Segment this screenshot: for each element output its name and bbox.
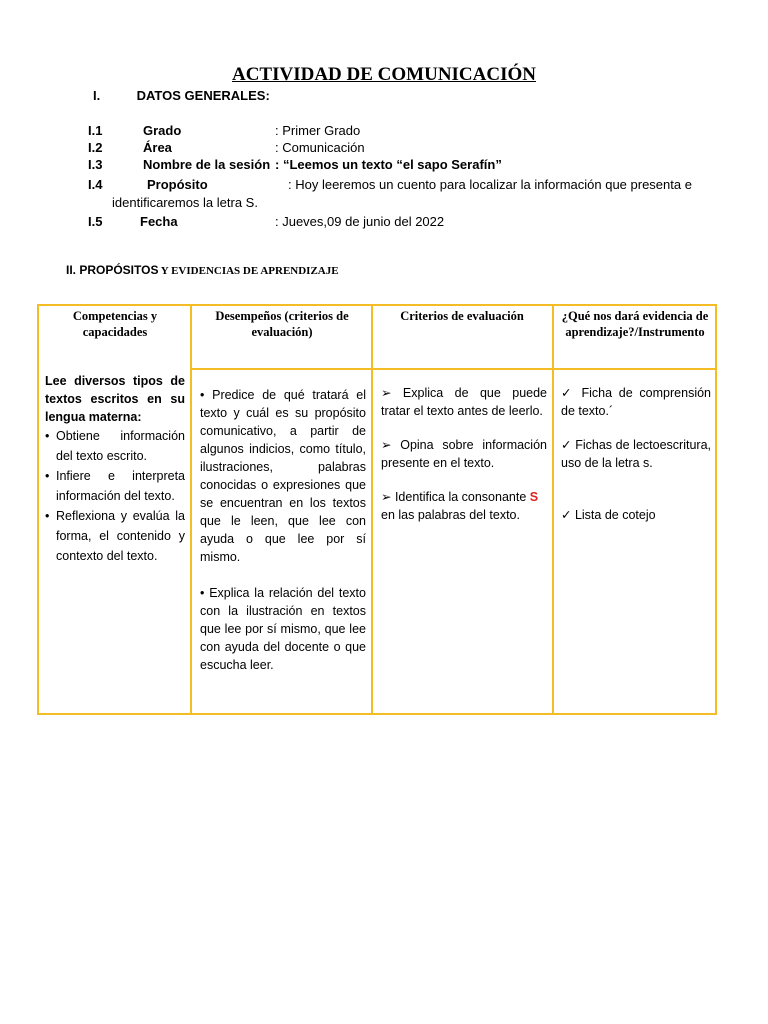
section-heading-rest: Y EVIDENCIAS DE APRENDIZAJE [158,265,339,277]
dato-number: I.2 [88,140,103,155]
evidencias-cell [561,384,711,524]
criterio-item: ➢ Opina sobre información presente en el texto. [381,438,547,470]
dato-value: : “Leemos un texto “el sapo Serafín” [275,157,502,172]
dato-value: : Hoy leeremos un cuento para localizar la información que presenta e [288,177,692,192]
header-competencias: Competencias y capacidades [72,309,158,339]
bullet-icon: • [200,586,210,600]
evidencia-item: ✓ Ficha de comprensión de texto.´ [561,386,711,418]
dato-label: Grado [143,123,182,138]
capacidad-item: • Reflexiona y evalúa la forma, el contenido y contexto del texto. [45,506,185,566]
table-header-divider [190,368,715,370]
page-title: ACTIVIDAD DE COMUNICACIÓN [231,64,536,85]
evidencia-item: ✓ Lista de cotejo [561,508,656,522]
header-evidencia: ¿Qué nos dará evidencia de aprendizaje?/Instrumento [561,309,709,339]
bullet-icon: • [45,509,50,523]
criterio-item: ➢ Explica de que puede tratar el texto antes de leerlo. [381,386,547,418]
desempeno-item: • Predice de qué tratará el texto y cuál es su propósito comunicativo, a partir de algunos indicios, como título, ilustraciones, palabras conocidas o expresiones que se encuentran en los textos que le leen, que lee con ayuda o que lee por sí mismo. [200,388,366,564]
section-number: I. [93,88,101,103]
criterio-item: ➢ Identifica la consonante S en las palabras del texto. [381,490,539,522]
bullet-icon: • [45,429,50,443]
dato-label: Nombre de la sesión [143,157,271,172]
section-datos-generales [93,88,270,103]
dato-value: : Jueves,09 de junio del 2022 [275,214,445,229]
capacidad-item: • Infiere e interpreta información del texto. [45,466,185,506]
arrow-bullet-icon: ➢ [381,386,403,400]
arrow-bullet-icon: ➢ [381,438,401,452]
bullet-icon: • [200,388,213,402]
dato-number: I.5 [88,214,103,229]
header-desempenos: Desempeños (criterios de evaluación) [215,309,349,339]
header-criterios: Criterios de evaluación [400,309,524,323]
competencia-title: Lee diversos tipos de textos escritos en su lengua materna: [45,374,185,424]
check-icon: ✓ [561,386,582,400]
proposito-continuation: identificaremos la letra S. [112,195,258,210]
desempenos-cell [200,386,366,674]
evidencia-item: ✓ Fichas de lectoescritura, uso de la letra s. [561,438,711,470]
check-icon: ✓ [561,508,575,522]
dato-number: I.3 [88,157,103,172]
dato-number: I.4 [88,177,103,192]
competencia-cell [45,372,185,566]
dato-number: I.1 [88,123,103,138]
section-heading: DATOS GENERALES: [136,88,270,103]
check-icon: ✓ [561,438,576,452]
dato-value: : Primer Grado [275,123,361,138]
highlight-letter: S [529,490,539,504]
desempeno-item: • Explica la relación del texto con la ilustración en textos que lee por sí mismo, que lee con ayuda del docente o que escucha leer. [200,586,366,672]
bullet-icon: • [45,469,50,483]
criterios-cell [381,384,547,524]
dato-label: Área [143,140,172,155]
dato-value: : Comunicación [275,140,365,155]
propositos-table [37,304,717,715]
section-heading-main: II. PROPÓSITOS [66,263,159,277]
dato-label: Propósito [147,177,208,192]
section-propositos-heading [66,263,339,277]
dato-label: Fecha [140,214,178,229]
arrow-bullet-icon: ➢ [381,490,395,504]
capacidad-item: • Obtiene información del texto escrito. [45,426,185,466]
